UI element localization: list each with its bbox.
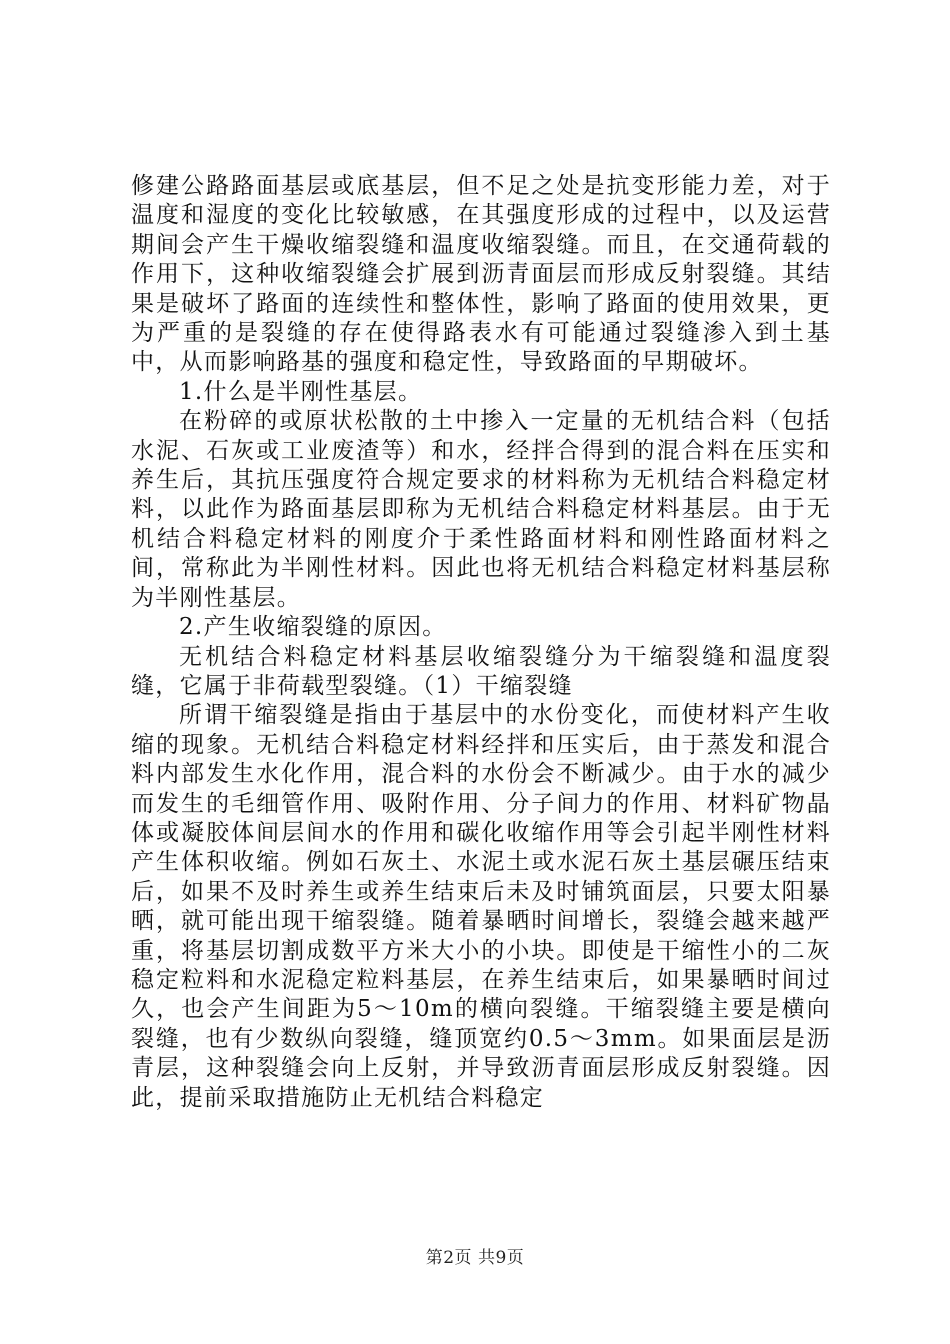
paragraph-crack-types: 无机结合料稳定材料基层收缩裂缝分为干缩裂缝和温度裂缝，它属于非荷载型裂缝。（1）干缩裂缝 — [131, 643, 831, 699]
paragraph-dry-shrinkage: 所谓干缩裂缝是指由于基层中的水份变化，而使材料产生收缩的现象。无机结合料稳定材料经拌和压实后，由于蒸发和混合料内部发生水化作用，混合料的水份会不断减少。由于水的减少而发生的毛细管作用、吸附作用、分子间力的作用、材料矿物晶体或凝胶体间层间水的作用和碳化收缩作用等会引起半刚性材料产生体积收缩。例如石灰土、水泥土或水泥石灰土基层碾压结束后，如果不及时养生或养生结束后未及时铺筑面层，只要太阳暴晒，就可能出现干缩裂缝。随着暴晒时间增长，裂缝会越来越严重，将基层切割成数平方米大小的小块。即使是干缩性小的二灰稳定粒料和水泥稳定粒料基层，在养生结束后，如果暴晒时间过久，也会产生间距为5～10m的横向裂缝。干缩裂缝主要是横向裂缝，也有少数纵向裂缝，缝顶宽约0.5～3mm。如果面层是沥青层，这种裂缝会向上反射，并导致沥青面层形成反射裂缝。因此，提前采取措施防止无机结合料稳定 — [131, 702, 831, 1111]
section-heading-2: 2.产生收缩裂缝的原因。 — [179, 614, 447, 641]
page-footer: 第2页 共9页 — [425, 1248, 525, 1268]
body-text — [131, 172, 831, 1113]
section-heading-1: 1.什么是半刚性基层。 — [179, 378, 423, 405]
paragraph-definition: 在粉碎的或原状松散的土中掺入一定量的无机结合料（包括水泥、石灰或工业废渣等）和水，经拌合得到的混合料在压实和养生后，其抗压强度符合规定要求的材料称为无机结合料稳定材料，以此作为路面基层即称为无机结合料稳定材料基层。由于无机结合料稳定材料的刚度介于柔性路面材料和刚性路面材料之间，常称此为半刚性材料。因此也将无机结合料稳定材料基层称为半刚性基层。 — [131, 408, 831, 611]
paragraph-continuation: 修建公路路面基层或底基层，但不足之处是抗变形能力差，对于温度和湿度的变化比较敏感，在其强度形成的过程中，以及运营期间会产生干燥收缩裂缝和温度收缩裂缝。而且，在交通荷载的作用下，这种收缩裂缝会扩展到沥青面层而形成反射裂缝。其结果是破坏了路面的连续性和整体性，影响了路面的使用效果，更为严重的是裂缝的存在使得路表水有可能通过裂缝渗入到土基中，从而影响路基的强度和稳定性，导致路面的早期破坏。 — [131, 173, 831, 376]
